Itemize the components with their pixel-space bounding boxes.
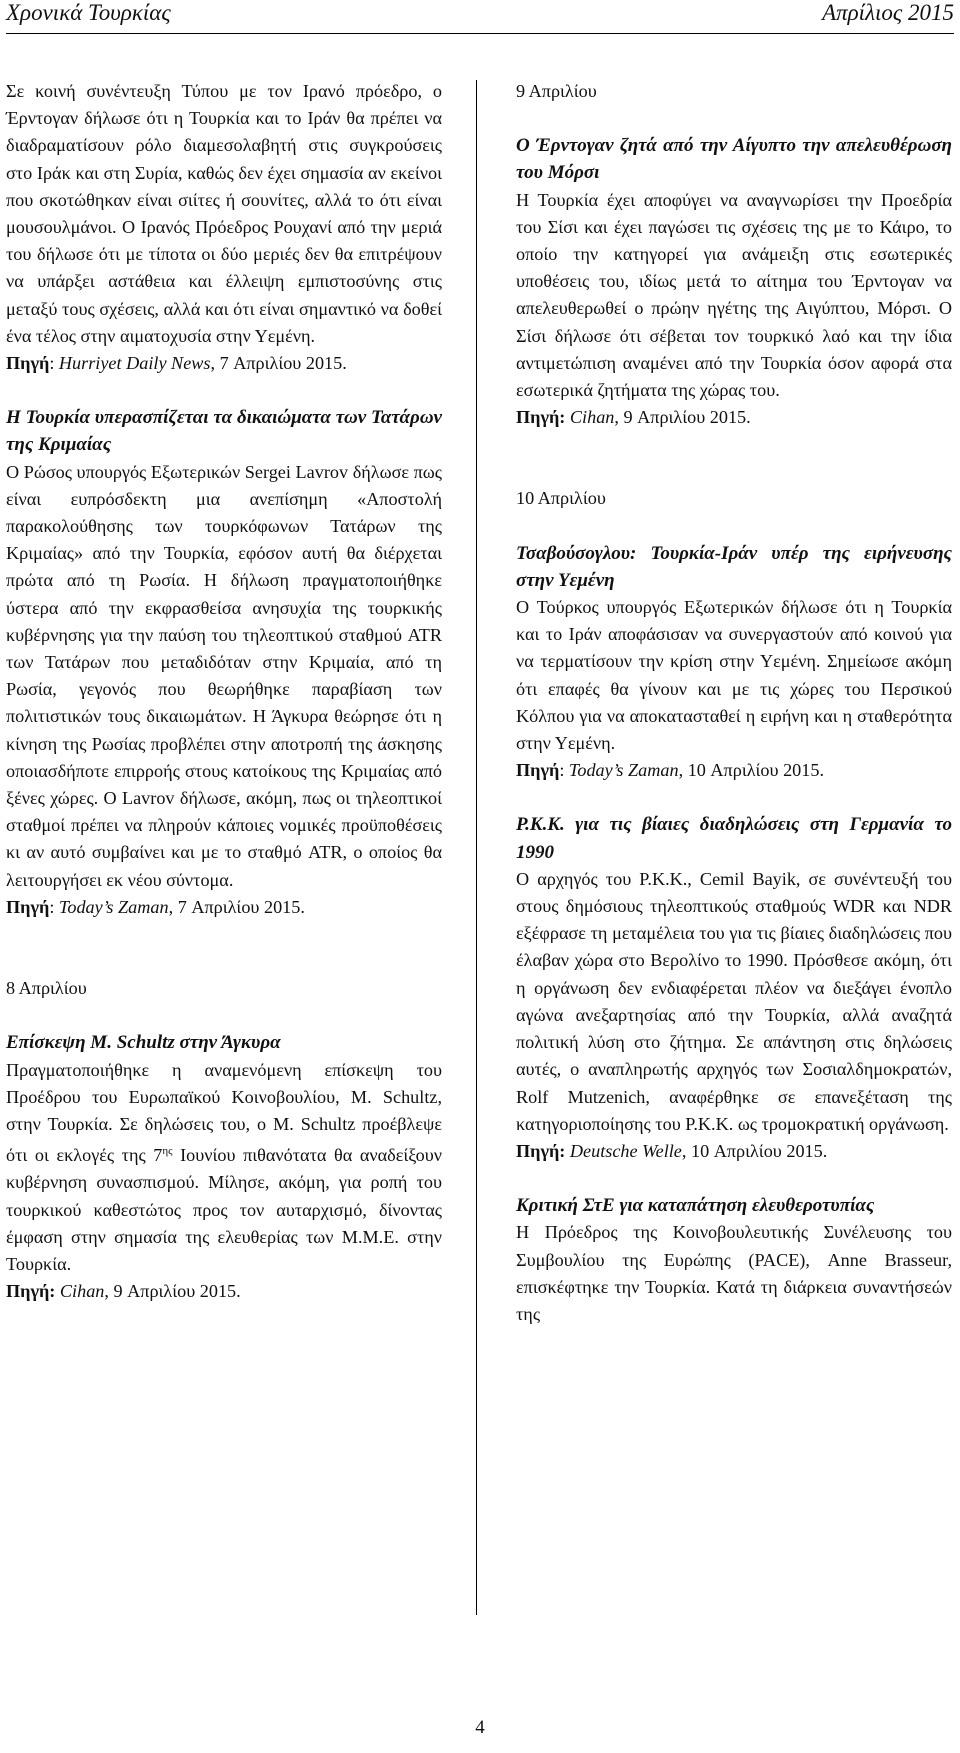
header-rule: [6, 33, 954, 34]
publication-title: Χρονικά Τουρκίας: [6, 0, 171, 25]
source-name: Cihan: [59, 1281, 105, 1302]
schultz-paragraph: Πραγματοποιήθηκε η αναμενόμενη επίσκεψη του Προέδρου του Ευρωπαϊκού Κοινοβουλίου, M. Schultz, στην Τουρκία. Σε δηλώσεις του, ο M. Schultz προέβλεψε ότι οι εκλογές της $7^{\eta\varsigma}$ Ιουνίου πιθανότατα θα αναδείξουν κυβέρνηση συνασπισμού. Μίλησε, ακόμη, για ροπή του τουρκικού καθεστώτος προς τον αυταρχισμό, δίνοντας έμφαση στην σημασία της ελευθερίας των Μ.Μ.Ε. στην Τουρκία.: [6, 1059, 442, 1274]
page-number: 4: [475, 1717, 485, 1738]
right-column: [516, 78, 952, 1328]
source-date: , 9 Απριλίου 2015.: [614, 407, 751, 428]
source-name: Deutsche Welle: [569, 1140, 682, 1161]
source-line: [516, 404, 952, 431]
source-line: [6, 1278, 442, 1305]
schultz-headline: Επίσκεψη M. Schultz στην Άγκυρα: [6, 1032, 281, 1054]
source-line: [516, 1138, 952, 1165]
date-heading: 8 Απριλίου: [6, 978, 87, 999]
intro-paragraph: Σε κοινή συνέντευξη Τύπου με τον Ιρανό πρόεδρο, ο Έρντογαν δήλωσε ότι η Τουρκία και το Ιράν θα πρέπει να διαδραματίσουν ρόλο διαμεσολαβητή στις συγκρούσεις στο Ιράκ και στη Συρία, καθώς δεν έχει σημασία αν εκείνοι που σκοτώθηκαν είναι σιίτες ή σουνίτες, αλλά το ότι είναι μουσουλμάνοι. Ο Ιρανός Πρόεδρος Ρουχανί από την μεριά του δήλωσε ότι με τίποτα οι δύο μεριές δεν θα επιτρέψουν να υπάρξει αστάθεια και έλλειψη εμπιστοσύνης στις μεταξύ τους σχέσεις, αλλά και ότι είναι σημαντικό να δοθεί ένα τέλος στην αιματοχυσία στην Υεμένη.: [6, 81, 442, 346]
source-line: Πηγή: Today’s Zaman, 10 Απριλίου 2015.: [516, 760, 824, 781]
pkk-paragraph: Ο αρχηγός του Ρ.Κ.Κ., Cemil Bayik, σε συνέντευξή του στους δημόσιους τηλεοπτικούς σταθμούς WDR και NDR εξέφρασε τη μεταμέλεια του για τις βίαιες διαδηλώσεις που έλαβαν χώρα στο Βερολίνο το 1990. Πρόσθεσε ακόμη, ότι η οργάνωση δεν ενδιαφέρεται πλέον να διεξάγει ένοπλο αγώνα ανεξαρτησίας από την Τουρκία, αλλά αναζητά πολιτική λύση στο ζήτημα. Σε απάντηση στις δηλώσεις αυτές, ο αναπληρωτής αρχηγός των Σοσιαλδημοκρατών, Rolf Mutzenich, αναφέρθηκε σε επανεξέταση της κατηγοριοποίησης του Ρ.Κ.Κ. ως τρομοκρατική οργάνωση.: [516, 868, 952, 1134]
morsi-headline: Ο Έρντογαν ζητά από την Αίγυπτο την απελευθέρωση του Μόρσι: [516, 135, 952, 184]
source-label: Πηγή:: [516, 1140, 566, 1161]
yemen-paragraph: Ο Τούρκος υπουργός Εξωτερικών δήλωσε ότι η Τουρκία και το Ιράν αποφάσισαν να συνεργαστούν από κοινού για να τερματίσουν την κρίση στην Υεμένη. Σημείωσε ακόμη ότι επαφές θα γίνουν και με τις χώρες του Περσικού Κόλπου για να αποκατασταθεί η ειρήνη και η σταθερότητα στην Υεμένη.: [516, 597, 952, 754]
source-label: Πηγή: [6, 896, 50, 917]
pkk-headline: Ρ.Κ.Κ. για τις βίαιες διαδηλώσεις στη Γερμανία το 1990: [516, 814, 952, 863]
source-line: Πηγή: Today’s Zaman, 7 Απριλίου 2015.: [6, 896, 305, 917]
source-line: Πηγή: Hurriyet Daily News, 7 Απριλίου 2015.: [6, 353, 347, 374]
source-date: , 9 Απριλίου 2015.: [104, 1281, 241, 1302]
morsi-paragraph: Η Τουρκία έχει αποφύγει να αναγνωρίσει την Προεδρία του Σίσι και έχει παγώσει τις σχέσεις της με το Κάιρο, το οποίο την κατηγορεί για ανάμειξη στις εσωτερικές υποθέσεις του, ιδίως μετά το αίτημα του Έρντογαν να απελευθερωθεί ο πρώην ηγέτης της Αιγύπτου, Μόρσι. Ο Σίσι δήλωσε ότι σέβεται τον τουρκικό λαό και την ίδια αντιμετώπιση αναμένει από την Τουρκία όσον αφορά στα εσωτερικά ζητήματα της χώρας του.: [516, 189, 952, 401]
date-heading: 10 Απριλίου: [516, 488, 606, 509]
source-name: Today’s Zaman: [58, 896, 169, 917]
source-name: Cihan: [569, 407, 615, 428]
column-divider: [476, 80, 477, 1615]
source-name: Hurriyet Daily News: [58, 353, 211, 374]
crimea-paragraph: Ο Ρώσος υπουργός Εξωτερικών Sergei Lavrov δήλωσε πως είναι ευπρόσδεκτη μια ανεπίσημη «Αποστολή παρακολούθησης των τουρκόφωνων Τατάρων της Κριμαίας» από την Τουρκία, εφόσον αυτή θα διέρχεται πρώτα από τη Ρωσία. Η δήλωση πραγματοποιήθηκε ύστερα από την εκφρασθείσα ανησυχία της τουρκικής κυβέρνησης για την παύση του τηλεοπτικού σταθμού ATR των Τατάρων που μεταδιδόταν στην Κριμαία, από τη Ρωσία, γεγονός που θεωρήθηκε παραβίαση των πολιτιστικών τους δικαιωμάτων. Η Άγκυρα θεώρησε ότι η κίνηση της Ρωσίας προβλέπει στην αποτροπή της άσκησης οποιασδήποτε επιρροής στους κατοίκους της Κριμαίας από ξένες χώρες. Ο Lavrov δήλωσε, ακόμη, πως οι τηλεοπτικοί σταθμοί πρέπει να πληρούν κάποιες νομικές προϋποθέσεις κι αν αυτό συμβαίνει και με το σταθμό ATR, ο οποίος θα λειτουργήσει εκ νέου σύντομα.: [6, 461, 442, 890]
source-date: , 10 Απριλίου 2015.: [678, 760, 824, 781]
source-label: Πηγή: [516, 760, 560, 781]
pace-headline: Κριτική ΣτΕ για καταπάτηση ελευθεροτυπίας: [516, 1195, 875, 1217]
source-date: , 7 Απριλίου 2015.: [168, 896, 305, 917]
issue-date: Απρίλιος 2015: [822, 0, 954, 25]
pace-paragraph: Η Πρόεδρος της Κοινοβουλευτικής Συνέλευσης του Συμβουλίου της Ευρώπης (PACE), Anne Brasseur, επισκέφτηκε την Τουρκία. Κατά τη διάρκεια συναντήσεών της: [516, 1222, 952, 1324]
crimea-headline: Η Τουρκία υπερασπίζεται τα δικαιώματα των Τατάρων της Κριμαίας: [6, 407, 442, 456]
source-name: Today’s Zaman: [568, 760, 679, 781]
source-label: Πηγή: [6, 353, 50, 374]
source-label: Πηγή:: [516, 407, 566, 428]
source-label: Πηγή:: [6, 1281, 56, 1302]
yemen-headline: Τσαβούσογλου: Τουρκία-Ιράν υπέρ της ειρήνευσης στην Υεμένη: [516, 542, 952, 591]
left-column: [6, 78, 442, 1305]
date-heading: 9 Απριλίου: [516, 81, 597, 101]
source-date: , 10 Απριλίου 2015.: [681, 1140, 828, 1161]
source-date: , 7 Απριλίου 2015.: [210, 353, 347, 374]
